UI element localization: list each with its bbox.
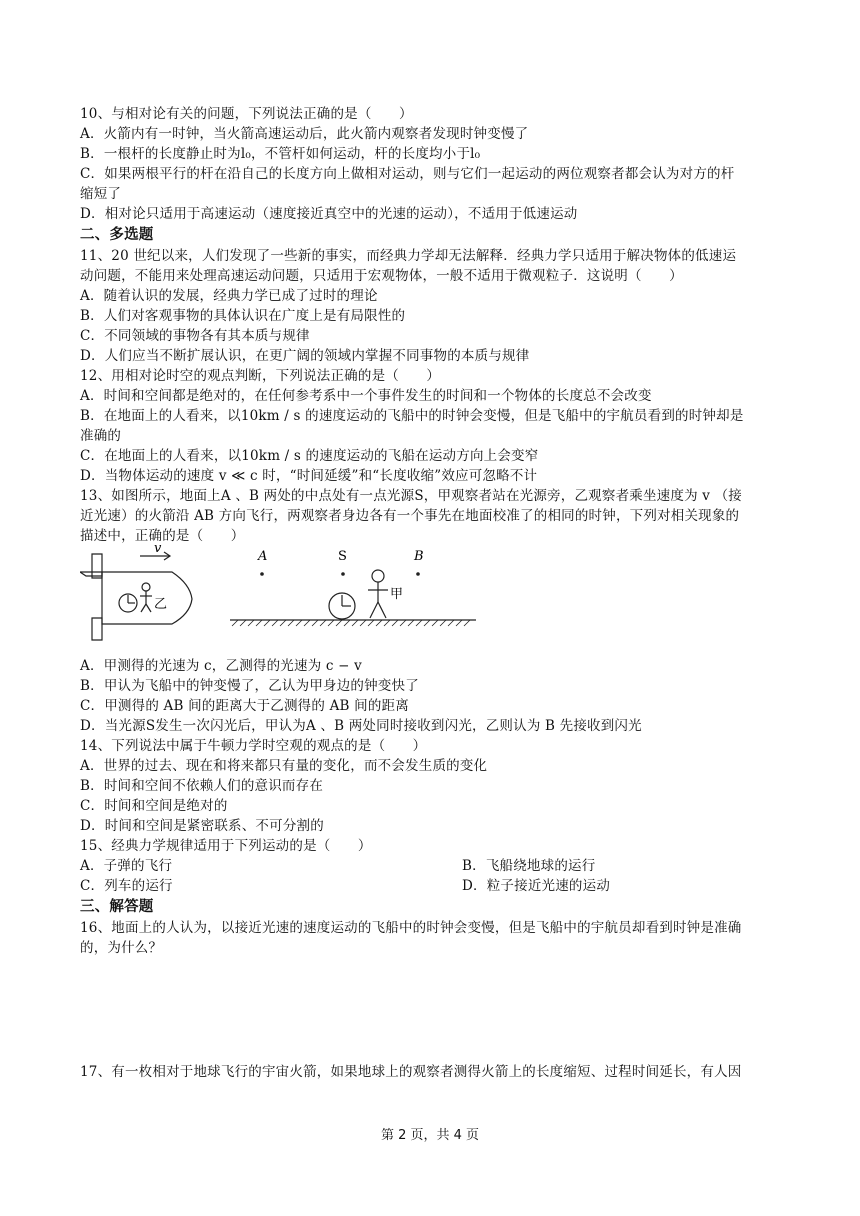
q13-stem-line2: 近光速）的火箭沿 AB 方向飞行，两观察者身边各有一个事先在地面校准了的相同的时钟，下列对相关现象的 bbox=[80, 508, 740, 524]
q15-stem: 15、经典力学规律适用于下列运动的是（ ） bbox=[80, 838, 372, 854]
q15-option-a: A．子弹的飞行 bbox=[80, 858, 173, 874]
q11-option-d: D．人们应当不断扩展认识，在更广阔的领域内掌握不同事物的本质与规律 bbox=[80, 348, 530, 364]
q10-option-a: A．火箭内有一时钟，当火箭高速运动后，此火箭内观察者发现时钟变慢了 bbox=[80, 126, 529, 142]
q10-option-c-line2: 缩短了 bbox=[80, 186, 122, 202]
q13-option-d: D．当光源S发生一次闪光后，甲认为A 、B 两处同时接收到闪光，乙则认为 B 先接收到闪光 bbox=[80, 718, 642, 734]
ground-scene bbox=[230, 570, 476, 620]
q14-option-c: C．时间和空间是绝对的 bbox=[80, 798, 228, 814]
q12-stem: 12、用相对论时空的观点判断，下列说法正确的是（ ） bbox=[80, 368, 441, 384]
q11-stem-line2: 动问题，不能用来处理高速运动问题，只适用于宏观物体，一般不适用于微观粒子．这说明（ ） bbox=[80, 268, 683, 284]
q10-option-b: B．一根杆的长度静止时为l₀，不管杆如何运动，杆的长度均小于l₀ bbox=[80, 146, 481, 162]
q14-stem: 14、下列说法中属于牛顿力学时空观的观点的是（ ） bbox=[80, 738, 427, 754]
q15-option-c: C．列车的运行 bbox=[80, 878, 173, 894]
label-jia: 甲 bbox=[390, 587, 404, 602]
rocket-diagram bbox=[80, 552, 192, 640]
observer-jia-head bbox=[372, 570, 384, 582]
point-B bbox=[416, 572, 420, 576]
q16-line1: 16、地面上的人认为，以接近光速的速度运动的飞船中的时钟会变慢，但是飞船中的宇航员却看到时钟是准确 bbox=[80, 920, 742, 936]
observer-jia-leg bbox=[370, 602, 378, 618]
section-title-answer: 三、解答题 bbox=[80, 899, 154, 915]
q10-stem: 10、与相对论有关的问题，下列说法正确的是（ ） bbox=[80, 106, 413, 122]
q11-stem-line1: 11、20 世纪以来，人们发现了一些新的事实，而经典力学却无法解释．经典力学只适用于解决物体的低速运 bbox=[80, 248, 737, 264]
observer-jia-leg bbox=[378, 602, 386, 618]
q15-option-d: D．粒子接近光速的运动 bbox=[462, 878, 611, 894]
q10-option-d: D．相对论只适用于高速运动（速度接近真空中的光速的运动），不适用于低速运动 bbox=[80, 206, 578, 222]
observer-yi-leg bbox=[141, 604, 146, 612]
label-yi: 乙 bbox=[154, 597, 168, 612]
point-A bbox=[260, 572, 264, 576]
q10-option-c-line1: C．如果两根平行的杆在沿自己的长度方向上做相对运动，则与它们一起运动的两位观察者都会认为对方的杆 bbox=[80, 166, 735, 182]
rocket-rear bbox=[80, 572, 102, 576]
q15-row2 bbox=[80, 876, 800, 896]
q15-option-b: B．飞船绕地球的运行 bbox=[462, 858, 596, 874]
label-S: S bbox=[338, 549, 347, 564]
q13-figure bbox=[80, 544, 480, 644]
q13-option-c: C．甲测得的 AB 间的距离大于乙测得的 AB 间的距离 bbox=[80, 698, 409, 714]
ground-hatching bbox=[232, 620, 470, 626]
q13-option-a: A．甲测得的光速为 c，乙测得的光速为 c − v bbox=[80, 658, 362, 674]
q14-option-b: B．时间和空间不依赖人们的意识而存在 bbox=[80, 778, 324, 794]
q12-option-b-line2: 准确的 bbox=[80, 428, 122, 444]
rocket-top-fin bbox=[92, 554, 102, 578]
observer-yi-leg bbox=[146, 604, 151, 612]
q15-row1 bbox=[80, 856, 800, 876]
point-S bbox=[341, 572, 345, 576]
label-B: B bbox=[414, 549, 424, 564]
q13-stem-line3: 描述中，正确的是（ ） bbox=[80, 528, 245, 544]
q11-option-a: A．随着认识的发展，经典力学已成了过时的理论 bbox=[80, 288, 378, 304]
q11-option-c: C．不同领域的事物各有其本质与规律 bbox=[80, 328, 310, 344]
rocket-hull bbox=[102, 572, 192, 624]
label-v: v bbox=[154, 544, 162, 556]
q14-option-a: A．世界的过去、现在和将来都只有量的变化，而不会发生质的变化 bbox=[80, 758, 488, 774]
q12-option-b-line1: B．在地面上的人看来，以10km / s 的速度运动的飞船中的时钟会变慢，但是飞船中的宇航员看到的时钟却是 bbox=[80, 408, 744, 424]
section-title-multiple-choice: 二、多选题 bbox=[80, 227, 154, 243]
q11-option-b: B．人们对客观事物的具体认识在广度上是有局限性的 bbox=[80, 308, 406, 324]
q13-option-b: B．甲认为飞船中的钟变慢了，乙认为甲身边的钟变快了 bbox=[80, 678, 419, 694]
page-footer: 第 2 页，共 4 页 bbox=[380, 1128, 480, 1143]
q17-line1: 17、有一枚相对于地球飞行的宇宙火箭，如果地球上的观察者测得火箭上的长度缩短、过程时间延长，有人因 bbox=[80, 1064, 742, 1080]
q13-stem-line1: 13、如图所示，地面上A 、B 两处的中点处有一点光源S，甲观察者站在光源旁，乙观察者乘坐速度为 v （接 bbox=[80, 488, 742, 504]
q12-option-c: C．在地面上的人看来，以10km / s 的速度运动的飞船在运动方向上会变窄 bbox=[80, 448, 539, 464]
q12-option-a: A．时间和空间都是绝对的，在任何参考系中一个事件发生的时间和一个物体的长度总不会改变 bbox=[80, 388, 652, 404]
q16-line2: 的，为什么？ bbox=[80, 940, 163, 956]
observer-yi-head bbox=[142, 583, 150, 591]
q14-option-d: D．时间和空间是紧密联系、不可分割的 bbox=[80, 818, 324, 834]
label-A: A bbox=[258, 549, 268, 564]
rocket-bottom-fin bbox=[92, 618, 102, 640]
q12-option-d: D．当物体运动的速度 v ≪ c 时，“时间延缓”和“长度收缩”效应可忽略不计 bbox=[80, 468, 538, 484]
